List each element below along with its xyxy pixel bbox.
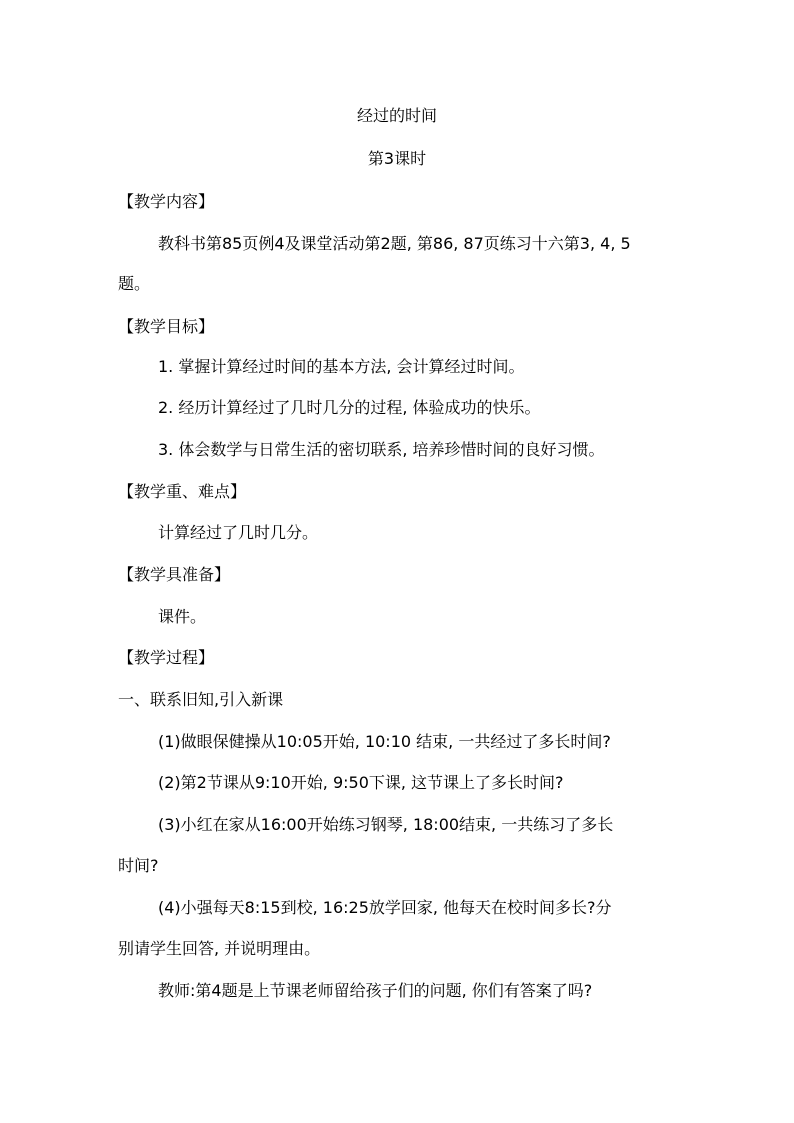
section-heading-goals: 【教学目标】 (118, 317, 215, 336)
goal-item-3: 3. 体会数学与日常生活的密切联系, 培养珍惜时间的良好习惯。 (158, 440, 605, 459)
process-part-1-title: 一、联系旧知,引入新课 (118, 690, 284, 709)
keypoints-text: 计算经过了几时几分。 (158, 523, 319, 542)
question-2: (2)第2节课从9:10开始, 9:50下课, 这节课上了多长时间? (158, 773, 564, 792)
goal-item-1: 1. 掌握计算经过时间的基本方法, 会计算经过时间。 (158, 357, 525, 376)
question-1: (1)做眼保健操从10:05开始, 10:10 结束, 一共经过了多长时间? (158, 732, 611, 751)
section-heading-preparation: 【教学具准备】 (118, 565, 231, 584)
question-4-line-1: (4)小强每天8:15到校, 16:25放学回家, 他每天在校时间多长?分 (158, 898, 612, 917)
question-4-line-2: 别请学生回答, 并说明理由。 (118, 939, 321, 958)
document-title: 经过的时间 (356, 106, 437, 125)
section-heading-keypoints: 【教学重、难点】 (118, 482, 247, 501)
document-subtitle: 第3课时 (367, 149, 427, 168)
teacher-line: 教师:第4题是上节课老师留给孩子们的问题, 你们有答案了吗? (158, 981, 593, 1000)
question-3-line-1: (3)小红在家从16:00开始练习钢琴, 18:00结束, 一共练习了多长 (158, 815, 614, 834)
content-line-1: 教科书第85页例4及课堂活动第2题, 第86, 87页练习十六第3, 4, 5 (158, 234, 631, 253)
preparation-text: 课件。 (158, 607, 207, 626)
section-heading-process: 【教学过程】 (118, 648, 215, 667)
goal-item-2: 2. 经历计算经过了几时几分的过程, 体验成功的快乐。 (158, 398, 541, 417)
content-line-2: 题。 (118, 274, 151, 293)
question-3-line-2: 时间? (118, 856, 159, 875)
section-heading-content: 【教学内容】 (118, 192, 215, 211)
